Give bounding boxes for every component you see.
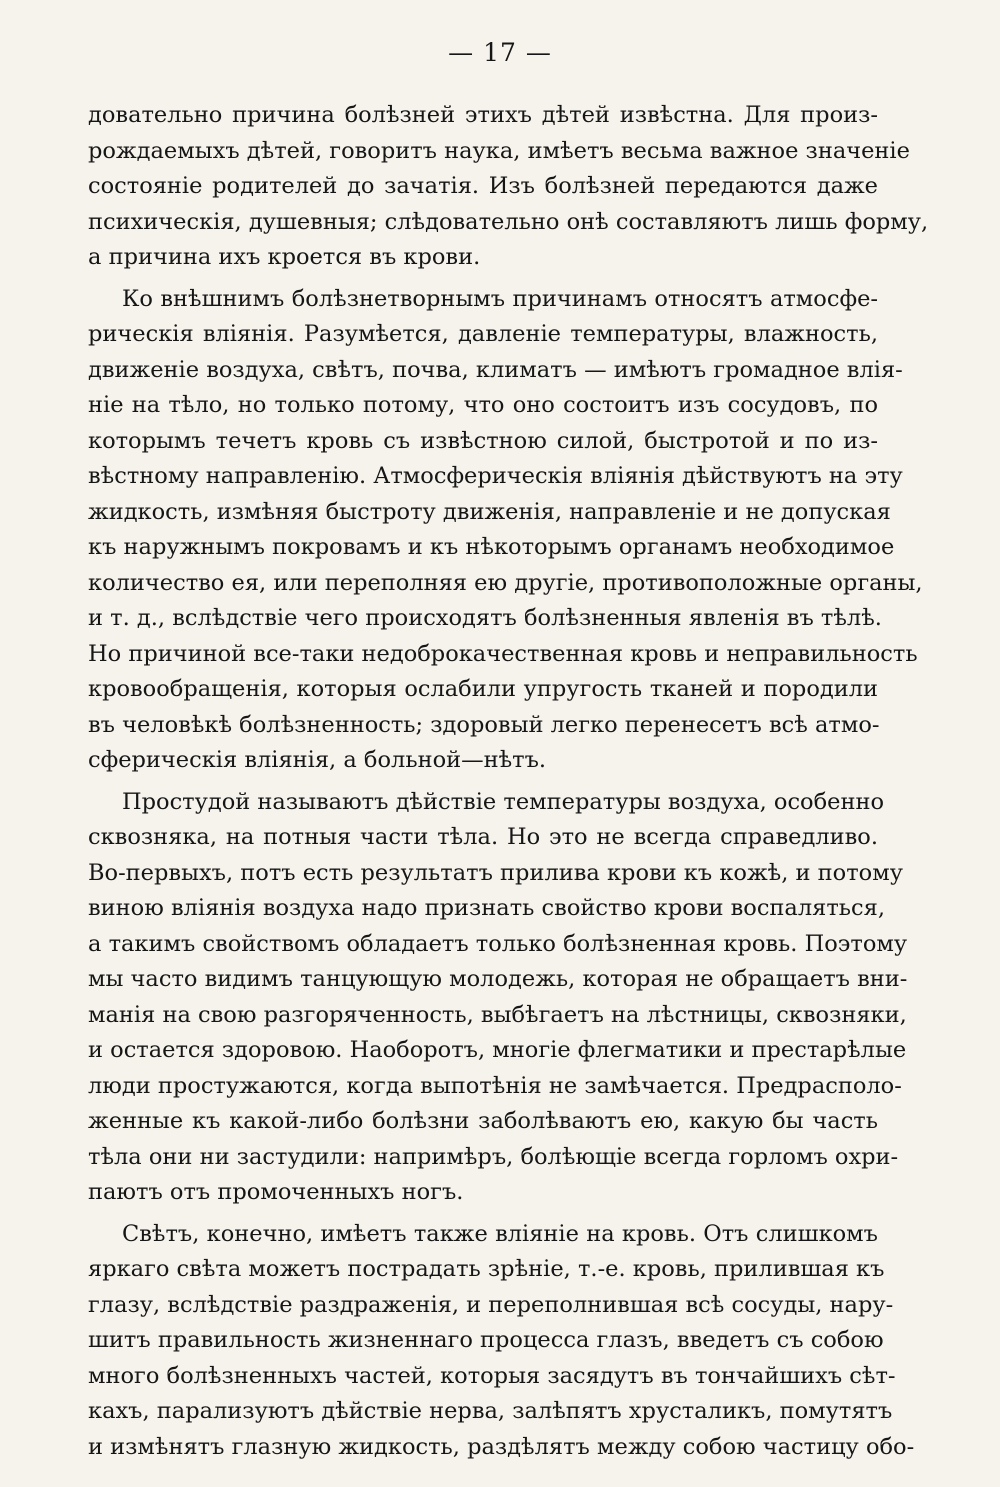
text-line: много болѣзненныхъ частей, которыя засядутъ въ тончайшихъ сѣт- <box>88 1362 896 1389</box>
text-line: психическія, душевныя; слѣдовательно онѣ составляютъ лишь форму, <box>88 208 929 235</box>
text-line: виною вліянія воздуха надо признать свойство крови воспаляться, <box>88 895 885 921</box>
text-line: люди простужаются, когда выпотѣнія не замѣчается. Предрасполо- <box>88 1072 902 1099</box>
text-line: рическія вліянія. Разумѣется, давленіе температуры, влажность, <box>88 321 878 347</box>
text-line: кровообращенія, которыя ослабили упругость тканей и породили <box>88 676 878 702</box>
paragraph <box>88 98 929 276</box>
text-line: Во-первыхъ, потъ есть результатъ прилива крови къ кожѣ, и потому <box>88 859 903 886</box>
text-line: Простудой называютъ дѣйствіе температуры воздуха, особенно <box>122 788 885 815</box>
text-line: Свѣтъ, конечно, имѣетъ также вліяніе на кровь. Отъ слишкомъ <box>122 1220 878 1247</box>
text-line: ніе на тѣло, но только потому, что оно состоитъ изъ сосудовъ, по <box>88 392 878 418</box>
text-line: манія на свою разгоряченность, выбѣгаетъ на лѣстницы, сквозняки, <box>88 1001 907 1028</box>
text-line: кахъ, парализуютъ дѣйствіе нерва, залѣпятъ хрусталикъ, помутятъ <box>88 1398 893 1424</box>
text-line: и измѣнятъ глазную жидкость, раздѣлятъ между собою частицу обо- <box>88 1433 915 1460</box>
text-line: а такимъ свойствомъ обладаетъ только болѣзненная кровь. Поэтому <box>88 930 908 957</box>
text-line: паютъ отъ промоченныхъ ногъ. <box>88 1179 464 1205</box>
text-line: рождаемыхъ дѣтей, говоритъ наука, имѣетъ весьма важное значеніе <box>88 137 910 164</box>
text-line: сферическія вліянія, а больной—нѣтъ. <box>88 747 547 773</box>
text-line: женные къ какой-либо болѣзни заболѣваютъ ею, какую бы часть <box>88 1108 878 1134</box>
text-line: Ко внѣшнимъ болѣзнетворнымъ причинамъ относятъ атмосфе- <box>122 285 878 312</box>
paragraph <box>88 785 908 1211</box>
text-line: количество ея, или переполняя ею другіе, противоположные органы, <box>88 569 923 596</box>
text-line: въ человѣкѣ болѣзненность; здоровый легко перенесетъ всѣ атмо- <box>88 711 880 738</box>
page-number: — 17 — <box>448 38 552 67</box>
text-line: къ наружнымъ покровамъ и къ нѣкоторымъ органамъ необходимое <box>88 534 895 560</box>
text-line: шитъ правильность жизненнаго процесса глазъ, введетъ съ собою <box>88 1327 884 1353</box>
text-line: вѣстному направленію. Атмосферическія вліянія дѣйствуютъ на эту <box>88 463 903 489</box>
paragraph <box>88 282 923 779</box>
text-line: глазу, вслѣдствіе раздраженія, и переполнившая всѣ сосуды, нару- <box>88 1291 894 1318</box>
text-line: движеніе воздуха, свѣтъ, почва, климатъ — имѣютъ громадное влія- <box>88 356 903 383</box>
text-line: сквозняка, на потныя части тѣла. Но это не всегда справедливо. <box>88 824 878 850</box>
text-line: тѣла они ни застудили: напримѣръ, болѣющіе всегда горломъ охри- <box>88 1143 899 1170</box>
text-line: которымъ течетъ кровь съ извѣстною силой, быстротой и по из- <box>88 427 878 454</box>
body-text <box>88 98 929 1465</box>
paragraph <box>88 1217 915 1466</box>
text-line: состояніе родителей до зачатія. Изъ болѣзней передаются даже <box>88 173 878 199</box>
text-line: и остается здоровою. Наоборотъ, многіе флегматики и престарѣлые <box>88 1037 907 1063</box>
text-line: яркаго свѣта можетъ пострадать зрѣніе, т.-е. кровь, прилившая къ <box>88 1256 885 1282</box>
text-line: и т. д., вслѣдствіе чего происходятъ болѣзненныя явленія въ тѣлѣ. <box>88 605 882 631</box>
text-line: мы часто видимъ танцующую молодежь, которая не обращаетъ вни- <box>88 966 908 992</box>
text-line: а причина ихъ кроется въ крови. <box>88 244 481 270</box>
text-line: Но причиной все-таки недоброкачественная кровь и неправильность <box>88 640 918 667</box>
text-line: довательно причина болѣзней этихъ дѣтей извѣстна. Для произ- <box>88 102 878 128</box>
text-line: жидкость, измѣняя быстроту движенія, направленіе и не допуская <box>88 498 891 525</box>
